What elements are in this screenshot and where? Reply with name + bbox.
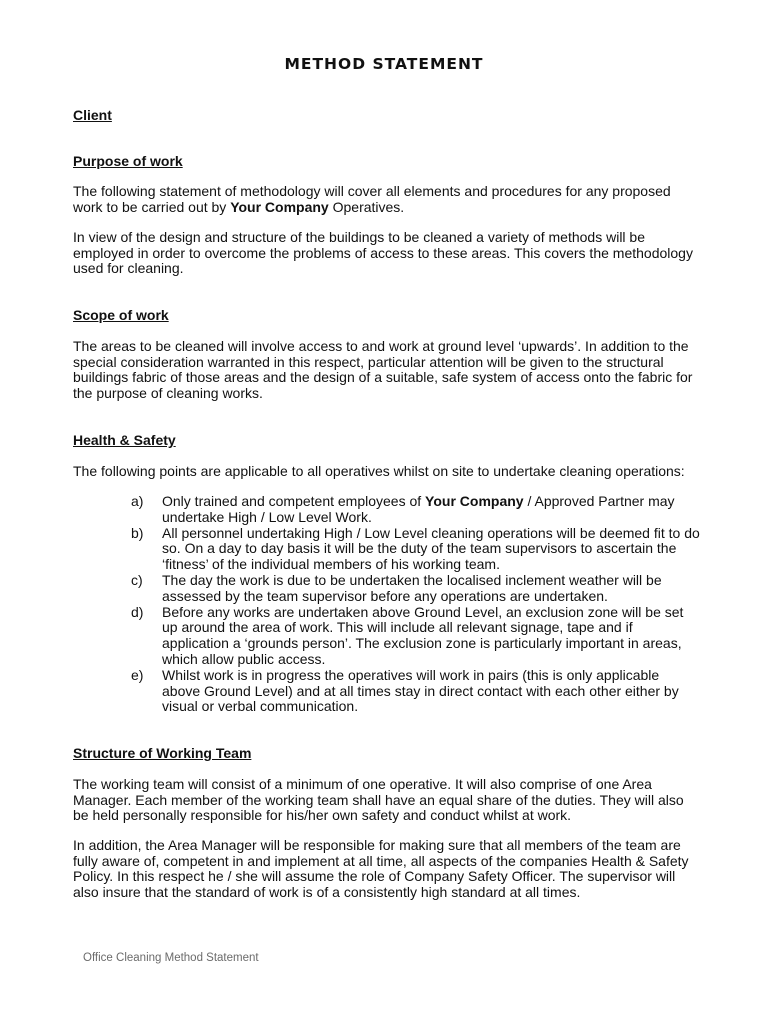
list-item-text-after: / Approved Partner may undertake High / Low Level Work.	[162, 493, 675, 525]
list-item-text	[162, 494, 701, 526]
structure-paragraph-2: In addition, the Area Manager will be responsible for making sure that all members of the team are fully aware of, competent in and implement at all time, all aspects of the companies Health & Safety Policy. In this respect he / she will assume the role of Company Safety Officer. The supervisor will also insure that the standard of work is of a consistently high standard at all times.	[73, 837, 689, 900]
list-item	[131, 668, 701, 715]
page-footer: Office Cleaning Method Statement	[83, 952, 259, 964]
company-name-inline: Your Company	[425, 493, 524, 509]
list-marker: c)	[131, 571, 143, 588]
health-safety-intro: The following points are applicable to all operatives whilst on site to undertake cleaning operations:	[73, 463, 685, 479]
purpose-heading: Purpose of work	[73, 153, 183, 169]
list-item	[131, 526, 701, 573]
list-item-text: All personnel undertaking High / Low Level cleaning operations will be deemed fit to do so. On a day to day basis it will be the duty of the team supervisors to ascertain the ‘fitness’ of the individual members of his working team.	[162, 524, 700, 573]
list-item-text-before: Only trained and competent employees of	[162, 493, 426, 509]
list-marker: d)	[131, 603, 144, 620]
health-safety-heading: Health & Safety	[73, 432, 176, 448]
structure-paragraph-1: The working team will consist of a minimum of one operative. It will also comprise of one Area Manager. Each member of the working team shall have an equal share of the duties. They will also be held personally responsible for his/her own safety and conduct whilst at work.	[73, 776, 684, 824]
list-item	[131, 573, 701, 605]
purpose-paragraph-1	[73, 184, 703, 215]
document-title: METHOD STATEMENT	[284, 55, 484, 73]
purpose-p1-text-before: The following statement of methodology will cover all elements and procedures for any proposed work to be carried out by	[73, 183, 671, 215]
client-heading: Client	[73, 107, 112, 123]
scope-paragraph: The areas to be cleaned will involve access to and work at ground level ‘upwards’. In addition to the special consideration warranted in this respect, particular attention will be given to the structural buildings fabric of those areas and the design of a suitable, safe system of access onto the fabric for the purpose of cleaning works.	[73, 338, 693, 401]
list-item	[131, 494, 701, 526]
purpose-paragraph-2: In view of the design and structure of the buildings to be cleaned a variety of methods will be employed in order to overcome the problems of access to these areas. This covers the methodology used for cleaning.	[73, 229, 693, 277]
list-marker: b)	[131, 524, 144, 541]
structure-heading: Structure of Working Team	[73, 745, 252, 761]
list-marker: a)	[131, 493, 144, 509]
list-item-text: Whilst work is in progress the operatives will work in pairs (this is only applicable above Ground Level) and at all times stay in direct contact with each other either by visual or verbal communication.	[162, 666, 679, 715]
list-item-text: Before any works are undertaken above Ground Level, an exclusion zone will be set up around the area of work. This will include all relevant signage, tape and if application a ‘grounds person’. The exclusion zone is particularly important in areas, which allow public access.	[162, 603, 684, 667]
company-name: Your Company	[230, 198, 329, 215]
purpose-p1-text-after: Operatives.	[328, 198, 405, 215]
list-marker: e)	[131, 666, 144, 683]
health-safety-list	[131, 494, 701, 715]
scope-heading: Scope of work	[73, 307, 169, 323]
list-item-text: The day the work is due to be undertaken the localised inclement weather will be assessed by the team supervisor before any operations are undertaken.	[162, 571, 662, 604]
list-item	[131, 605, 701, 668]
